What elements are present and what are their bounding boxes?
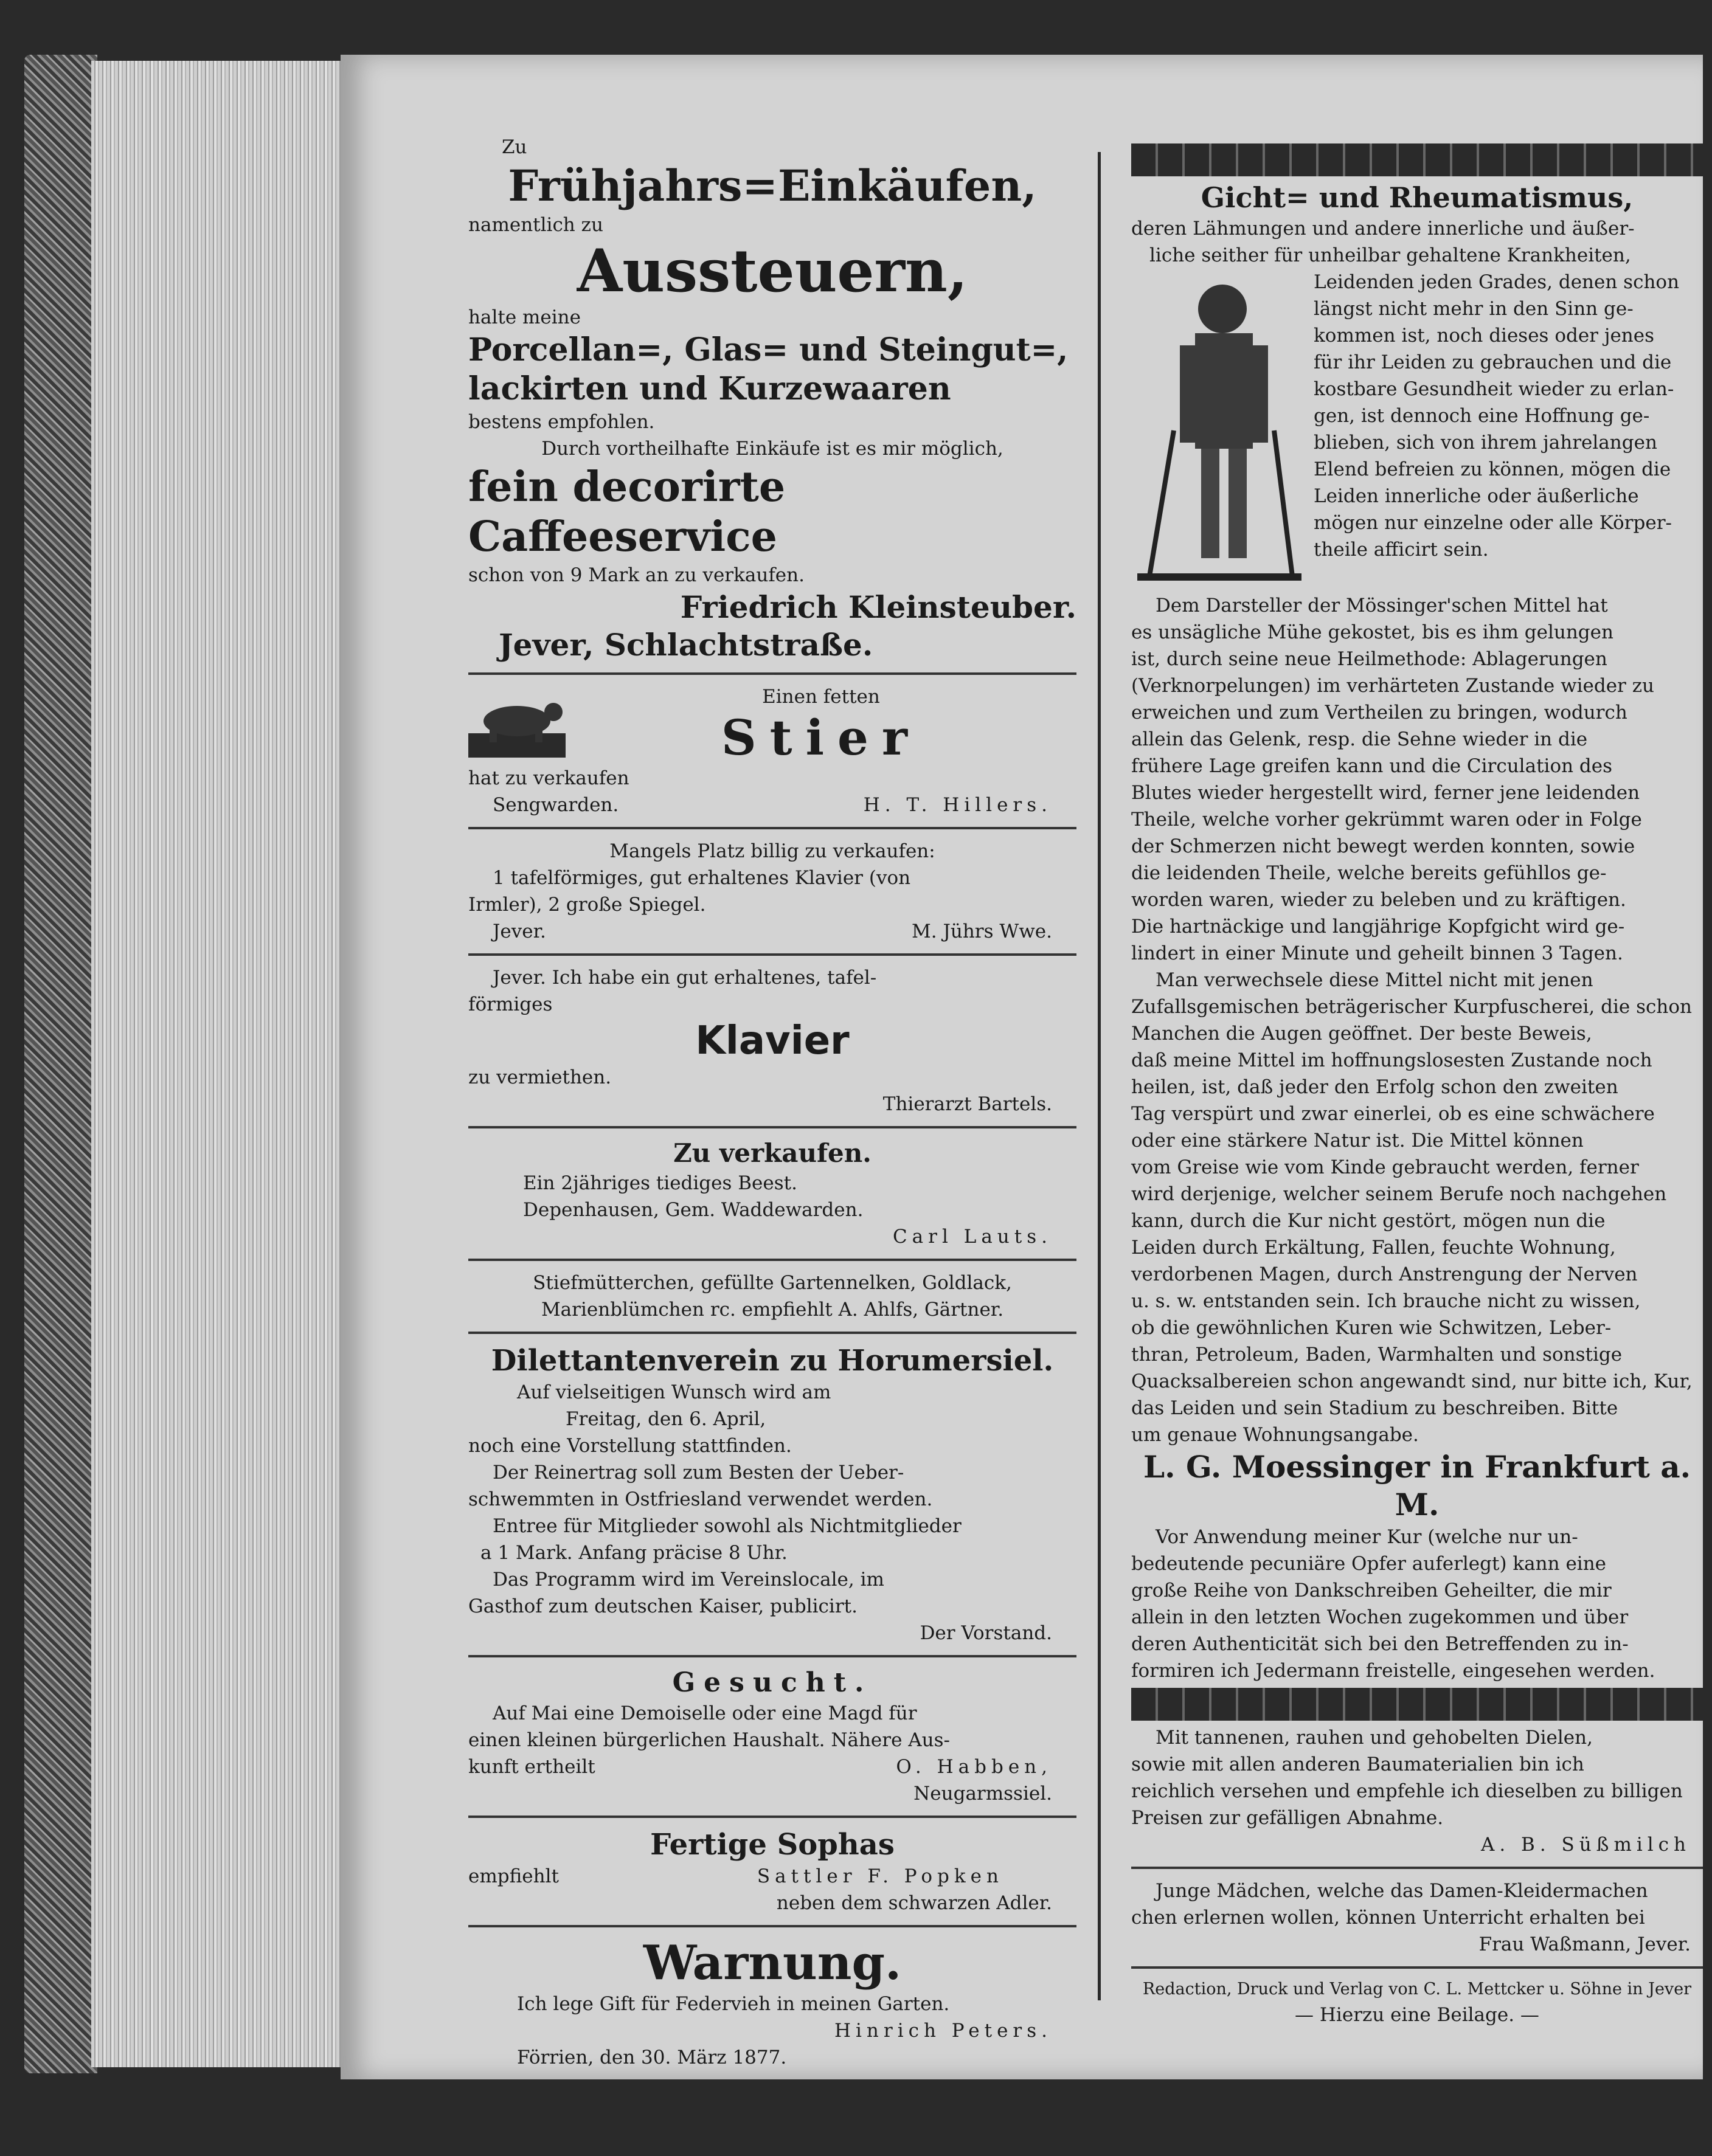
ad-text: für ihr Leiden zu gebrauchen und die [1314,351,1672,373]
ox-icon [468,691,566,758]
ad-text: Auf vielseitigen Wunsch wird am [517,1381,831,1403]
divider [468,672,1076,675]
divider [468,1259,1076,1261]
ad-product: fein decorirte Caffeeservice [468,463,786,561]
divider [468,1925,1076,1927]
ad-text: deren Authenticität sich bei den Betreffenden zu in- [1131,1633,1629,1655]
ad-text: Gasthof zum deutschen Kaiser, publicirt. [468,1595,858,1617]
left-column [468,134,1076,2071]
ad-stier [468,683,1076,818]
ad-text: frühere Lage greifen kann und die Circulation des [1131,755,1613,777]
ad-intro: Zu [502,136,527,158]
ad-goods: Porcellan=, Glas= und Steingut=, [468,331,1069,368]
ad-text: Tag verspürt und zwar einerlei, ob es eine schwächere [1131,1103,1655,1125]
right-column [1131,140,1703,2028]
ad-text: ob die gewöhnlichen Kuren wie Schwitzen, Leber- [1131,1317,1612,1339]
divider [468,1816,1076,1818]
ad-text: Irmler), 2 große Spiegel. [468,894,706,916]
ad-text: ist, durch seine neue Heilmethode: Ablagerungen [1131,648,1607,670]
ad-headline: Aussteuern, [577,237,968,305]
ad-text: Leiden durch Erkältung, Fallen, feuchte Wohnung, [1131,1237,1616,1259]
ad-headline: Frühjahrs=Einkäufen, [508,161,1037,211]
ad-text: allein das Gelenk, resp. die Sehne wieder in die [1131,728,1588,750]
ad-text: thran, Petroleum, Baden, Warmhalten und sonstige [1131,1344,1623,1366]
ad-text: oder eine stärkere Natur ist. Die Mittel können [1131,1130,1584,1152]
ad-text: Das Programm wird im Vereinslocale, im [493,1569,884,1591]
ad-text: chen erlernen wollen, können Unterricht erhalten bei [1131,1907,1645,1929]
imprint [1131,1977,1703,2028]
ad-text: Junge Mädchen, welche das Damen-Kleidermachen [1156,1880,1648,1902]
book-cover-edge [24,55,97,2073]
ad-text: Vor Anwendung meiner Kur (welche nur un- [1156,1526,1578,1548]
ad-baumaterialien [1131,1724,1703,1858]
ad-text: a 1 Mark. Anfang präcise 8 Uhr. [480,1542,788,1564]
ad-text: sowie mit allen anderen Baumaterialien bin ich [1131,1753,1584,1775]
ad-body [1131,592,1703,1448]
ad-text: Stiefmütterchen, gefüllte Gartennelken, Goldlack, [533,1272,1012,1294]
imprint-text: — Hierzu eine Beilage. — [1295,2004,1539,2026]
ad-place: neben dem schwarzen Adler. [776,1892,1052,1914]
ad-headline: Stier [721,709,921,766]
ad-signature: Frau Waßmann, Jever. [1478,1933,1691,1955]
ad-text: Manchen die Augen geöffnet. Der beste Beweis, [1131,1023,1592,1045]
ad-text: Ich lege Gift für Federvieh in meinen Garten. [517,1993,950,2015]
ad-gaertner [468,1270,1076,1323]
ornament-bar [1131,143,1703,176]
ad-text: theile afficirt sein. [1314,539,1489,561]
ad-text: empfiehlt [468,1865,559,1887]
ad-text: hat zu verkaufen [468,767,629,789]
ad-place: Jever, Schlachtstraße. [499,627,873,663]
ad-tail [1131,1524,1703,1684]
ad-place: Jever. [493,921,546,942]
ad-damenkleider [1131,1878,1703,1958]
ad-sophas [468,1826,1076,1916]
ad-text: bestens empfohlen. [468,411,655,433]
ad-headline: Fertige Sophas [650,1828,895,1862]
ad-text: 1 tafelförmiges, gut erhaltenes Klavier (von [493,867,911,889]
ad-text: längst nicht mehr in den Sinn ge- [1314,298,1634,320]
ad-signature: Friedrich Kleinsteuber. [680,589,1076,625]
ad-text: Jever. Ich habe ein gut erhaltenes, tafel- [493,967,877,989]
ad-text: vom Greise wie vom Kinde gebraucht werden, ferner [1131,1156,1639,1178]
divider [468,1655,1076,1657]
ad-headline: Dilettantenverein zu Horumersiel. [491,1344,1054,1378]
ornament-bar [1131,1688,1703,1721]
ad-text: kunft ertheilt [468,1756,595,1778]
ad-text: es unsägliche Mühe gekostet, bis es ihm gelungen [1131,621,1613,643]
ad-text: reichlich versehen und empfehle ich dieselben zu billigen [1131,1780,1683,1802]
ad-text: förmiges [468,993,553,1015]
ad-text: kostbare Gesundheit wieder zu erlan- [1314,378,1674,400]
ad-text: heilen, ist, daß jeder den Erfolg schon den zweiten [1131,1076,1618,1098]
ad-place: Neugarmssiel. [913,1783,1052,1805]
ad-text: noch eine Vorstellung stattfinden. [468,1435,792,1457]
ad-signature: O. Habben, [896,1756,1052,1778]
man-with-crutches-illustration [1137,272,1301,589]
ad-headline: Klavier [695,1018,850,1063]
ad-dilettantenverein [468,1342,1076,1646]
ad-headline: Gesucht. [672,1667,873,1698]
ad-text: wird derjenige, welcher seinem Berufe noch nachgehen [1131,1183,1667,1205]
ad-firm: L. G. Moessinger in Frankfurt a. M. [1143,1449,1691,1522]
ad-text: einen kleinen bürgerlichen Haushalt. Nähere Aus- [468,1729,951,1751]
ad-text: Der Reinertrag soll zum Besten der Ueber- [493,1462,904,1484]
ad-text: große Reihe von Dankschreiben Geheilter, die mir [1131,1580,1612,1601]
ad-text: zu vermiethen. [468,1066,612,1088]
ad-text: kann, durch die Kur nicht gestört, mögen nun die [1131,1210,1606,1232]
ad-goods: lackirten und Kurzewaaren [468,370,951,407]
ad-signature: A. B. Süßmilch [1480,1834,1691,1856]
ad-text: allein in den letzten Wochen zugekommen und über [1131,1606,1629,1628]
ad-text: Auf Mai eine Demoiselle oder eine Magd für [493,1702,917,1724]
newspaper-page [341,55,1703,2079]
ad-headline: Zu verkaufen. [673,1138,872,1168]
ad-place: Sengwarden. [493,794,619,816]
ad-text: gen, ist dennoch eine Hoffnung ge- [1314,405,1650,427]
divider [468,953,1076,956]
ad-text: Leiden innerliche oder äußerliche [1314,485,1639,507]
ad-text: deren Lähmungen und andere innerliche und äußer- [1131,218,1635,240]
ad-signature: Carl Lauts. [892,1226,1052,1248]
ad-text: Marienblümchen rc. empfiehlt A. Ahlfs, Gärtner. [541,1299,1004,1321]
ad-date: Förrien, den 30. März 1877. [517,2047,787,2068]
ad-text: formiren ich Jedermann freistelle, eingesehen werden. [1131,1660,1655,1682]
ad-text: Theile, welche vorher gekrümmt waren oder in Folge [1131,809,1642,831]
divider [1131,1867,1703,1869]
ad-warnung [468,1936,1076,2071]
ad-text: Durch vortheilhafte Einkäufe ist es mir möglich, [541,438,1003,460]
ad-fruehjahr [468,134,1076,664]
ad-text: namentlich zu [468,214,603,236]
ad-text: um genaue Wohnungsangabe. [1131,1424,1419,1446]
ad-signature: Der Vorstand. [920,1622,1052,1644]
ad-text: erweichen und zum Vertheilen zu bringen, wodurch [1131,702,1627,724]
ad-text: Dem Darsteller der Mössinger'schen Mittel hat [1156,595,1608,617]
ad-text: Leidenden jeden Grades, denen schon [1314,271,1680,293]
divider [468,1126,1076,1128]
ad-headline: Warnung. [643,1935,902,1991]
ad-klavier-rent [468,964,1076,1118]
ad-text: das Leiden und sein Stadium zu beschreiben. Bitte [1131,1397,1618,1419]
ad-text: worden waren, wieder zu beleben und zu kräftigen. [1131,889,1626,911]
ad-text: Freitag, den 6. April, [566,1408,766,1430]
divider [1131,1966,1703,1969]
ad-signature: M. Jührs Wwe. [912,921,1052,942]
ad-text: Zufallsgemischen beträgerischer Kurpfuscherei, die schon [1131,996,1692,1018]
ad-text: schwemmten in Ostfriesland verwendet werden. [468,1488,933,1510]
ad-text: schon von 9 Mark an zu verkaufen. [468,564,805,586]
ad-text: Mit tannenen, rauhen und gehobelten Dielen, [1156,1727,1593,1749]
ad-text: halte meine [468,306,581,328]
ad-text: mögen nur einzelne oder alle Körper- [1314,512,1672,534]
ad-text: Man verwechsele diese Mittel nicht mit jenen [1156,969,1593,991]
ad-text: liche seither für unheilbar gehaltene Krankheiten, [1149,244,1631,266]
ad-signature: Thierarzt Bartels. [882,1093,1052,1115]
divider [468,1332,1076,1334]
ad-text: Entree für Mitglieder sowohl als Nichtmitglieder [493,1515,962,1537]
divider [468,827,1076,829]
ad-headline: Gicht= und Rheumatismus, [1201,181,1634,214]
ad-text: Preisen zur gefälligen Abnahme. [1131,1807,1444,1829]
ad-text: Quacksalbereien schon angewandt sind, nur bitte ich, Kur, [1131,1370,1693,1392]
ad-text: Einen fetten [762,686,880,708]
ad-text: Ein 2jähriges tiediges Beest. [523,1172,797,1194]
ad-text: Mangels Platz billig zu verkaufen: [609,840,935,862]
ad-zu-verkaufen [468,1137,1076,1250]
ad-text: die leidenden Theile, welche bereits gefühllos ge- [1131,862,1607,884]
ad-text: lindert in einer Minute und geheilt binnen 3 Tagen. [1131,942,1623,964]
ad-text: Blutes wieder hergestellt wird, ferner jene leidenden [1131,782,1640,804]
ad-text: verdorbenen Magen, durch Anstrengung der Nerven [1131,1263,1638,1285]
ad-text: kommen ist, noch dieses oder jenes [1314,325,1655,347]
ad-text: (Verknorpelungen) im verhärteten Zustande wieder zu [1131,675,1655,697]
ad-signature: Hinrich Peters. [834,2020,1052,2042]
ad-gesucht [468,1666,1076,1807]
column-divider [1098,152,1101,2000]
ad-klavier-sale [468,838,1076,945]
ad-text: daß meine Mittel im hoffnungslosesten Zustande noch [1131,1049,1652,1071]
ad-text: Die hartnäckige und langjährige Kopfgicht wird ge- [1131,916,1625,938]
ad-signature: Sattler F. Popken [757,1865,1003,1887]
ad-text: der Schmerzen nicht bewegt werden konnten, sowie [1131,835,1635,857]
ad-text: Depenhausen, Gem. Waddewarden. [523,1199,864,1221]
ad-text: u. s. w. entstanden sein. Ich brauche nicht zu wissen, [1131,1290,1641,1312]
ad-gicht [1131,180,1703,1684]
ad-text: blieben, sich von ihrem jahrelangen [1314,432,1657,454]
page-stack-edge [91,61,347,2067]
ad-signature: H. T. Hillers. [863,794,1052,816]
ad-text: bedeutende pecuniäre Opfer auferlegt) kann eine [1131,1553,1607,1575]
imprint-text: Redaction, Druck und Verlag von C. L. Mettcker u. Söhne in Jever [1142,1980,1692,1999]
ad-text: Elend befreien zu können, mögen die [1314,458,1671,480]
